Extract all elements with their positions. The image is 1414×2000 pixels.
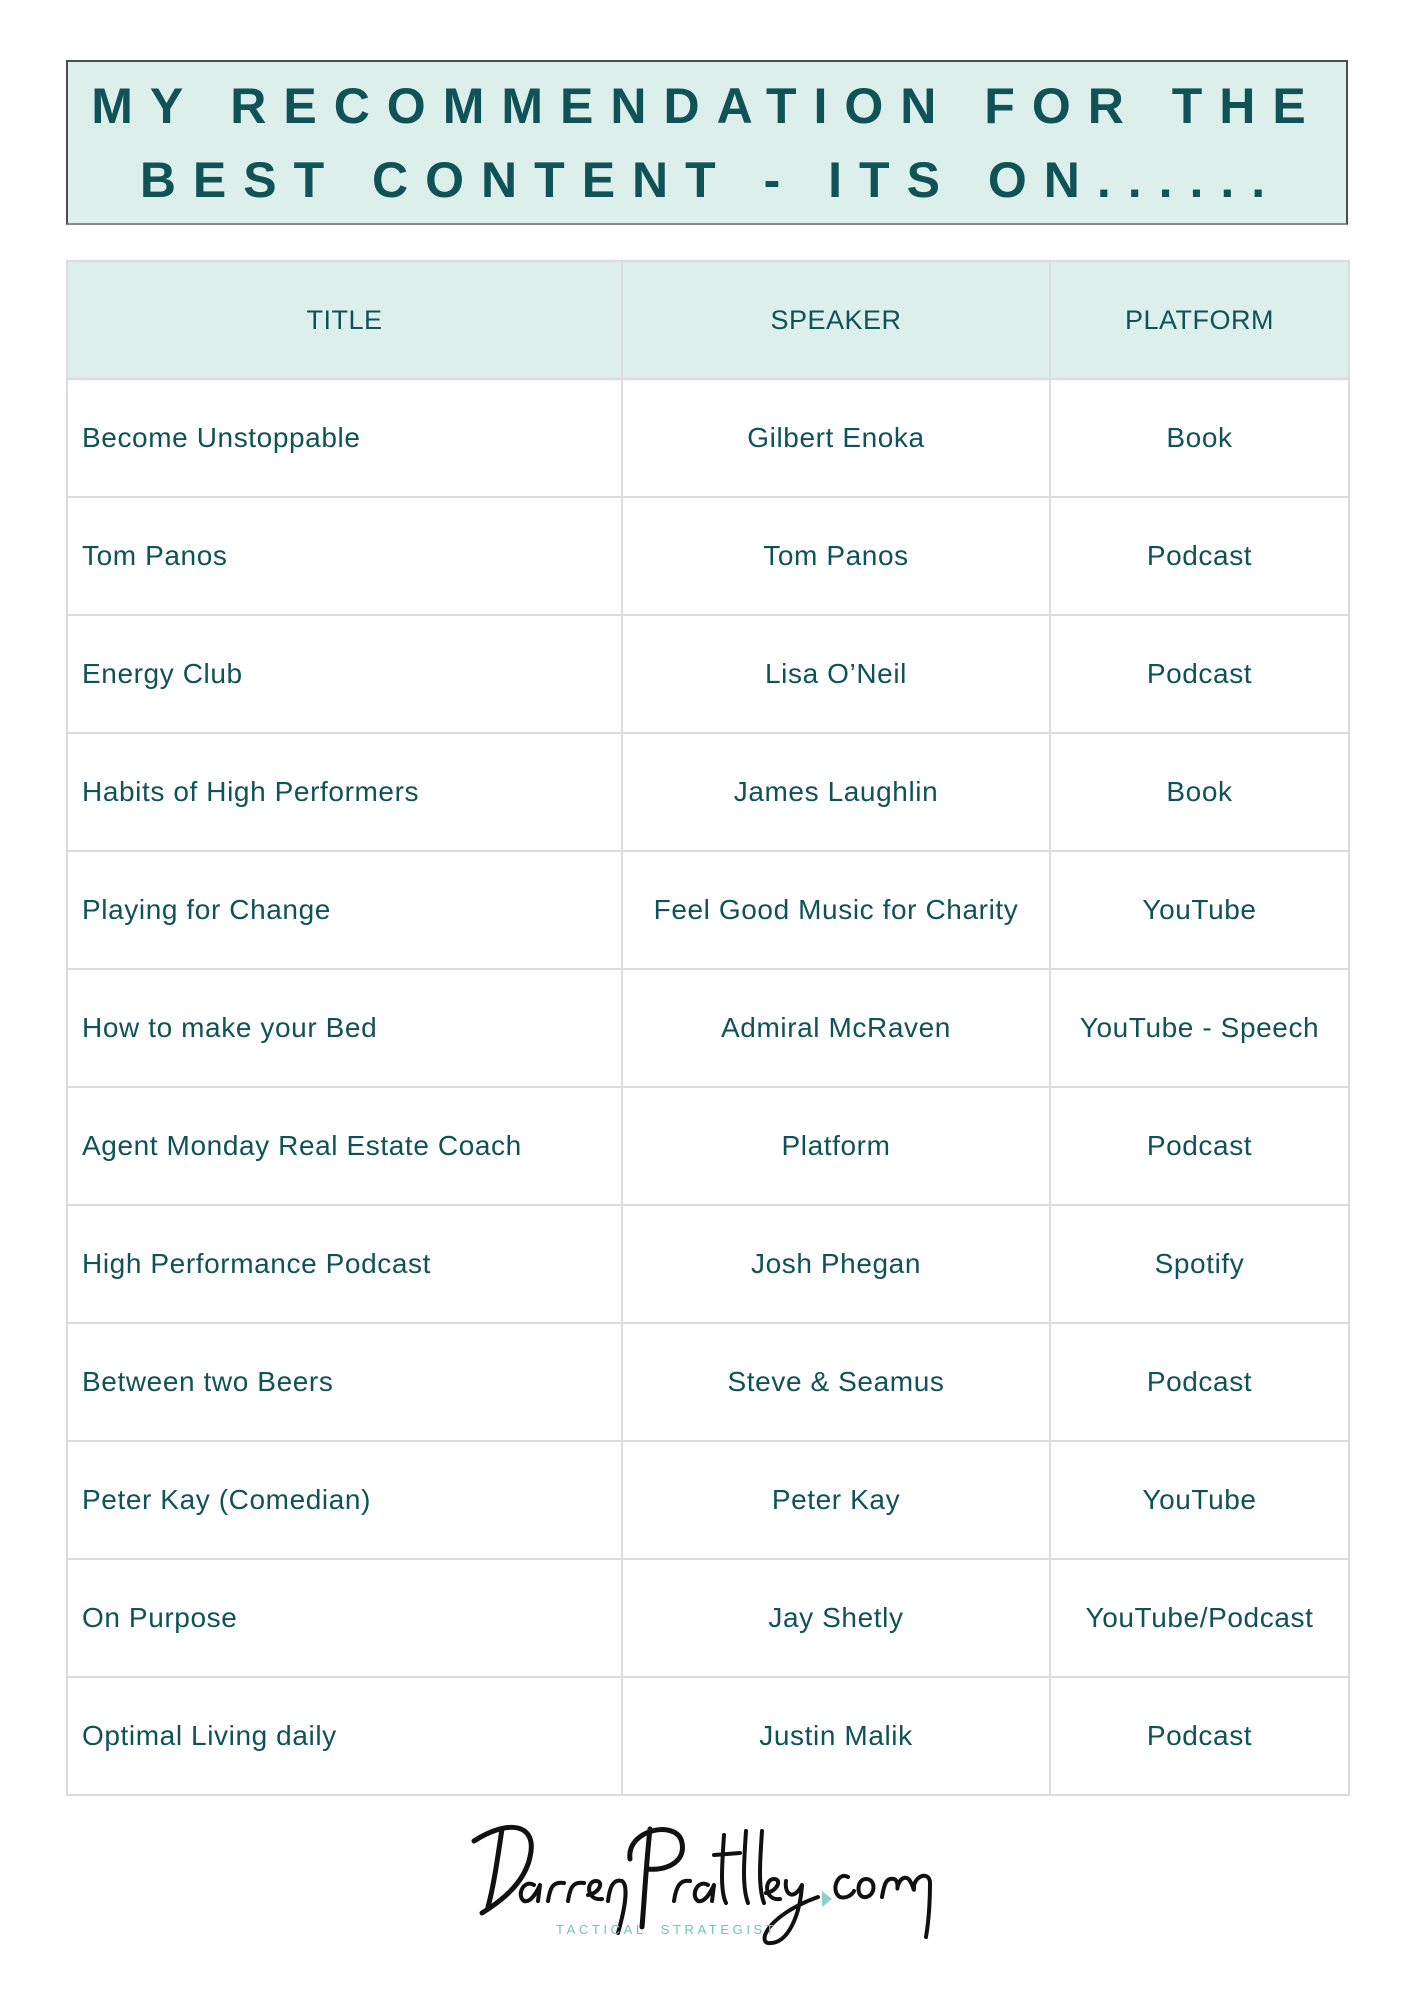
- page-title-box: [66, 60, 1348, 225]
- column-header-title: TITLE: [67, 261, 622, 379]
- table-row: [67, 1677, 1349, 1795]
- table-row: [67, 969, 1349, 1087]
- tagline-tactical: TACTICAL: [556, 1922, 647, 1937]
- cell-speaker: Steve & Seamus: [622, 1323, 1050, 1441]
- table-row: [67, 733, 1349, 851]
- table-row: [67, 1441, 1349, 1559]
- cell-platform: Podcast: [1050, 615, 1349, 733]
- table-row: [67, 615, 1349, 733]
- arrow-right-icon: [822, 1891, 832, 1907]
- darren-pratley-logo: [468, 1815, 948, 1965]
- table-row: [67, 497, 1349, 615]
- table-row: [67, 851, 1349, 969]
- logo-tagline: [556, 1922, 777, 1937]
- column-header-speaker: SPEAKER: [622, 261, 1050, 379]
- cell-title: Optimal Living daily: [67, 1677, 622, 1795]
- page-title-line-1: MY RECOMMENDATION FOR THE: [91, 78, 1323, 134]
- cell-platform: YouTube: [1050, 851, 1349, 969]
- cell-speaker: Justin Malik: [622, 1677, 1050, 1795]
- cell-title: Habits of High Performers: [67, 733, 622, 851]
- cell-title: Agent Monday Real Estate Coach: [67, 1087, 622, 1205]
- table-row: [67, 1559, 1349, 1677]
- table-row: [67, 1205, 1349, 1323]
- cell-platform: Podcast: [1050, 497, 1349, 615]
- cell-platform: YouTube/Podcast: [1050, 1559, 1349, 1677]
- cell-title: Peter Kay (Comedian): [67, 1441, 622, 1559]
- cell-speaker: Feel Good Music for Charity: [622, 851, 1050, 969]
- cell-platform: Book: [1050, 733, 1349, 851]
- cell-speaker: Tom Panos: [622, 497, 1050, 615]
- cell-title: Playing for Change: [67, 851, 622, 969]
- cell-title: Tom Panos: [67, 497, 622, 615]
- cell-speaker: Peter Kay: [622, 1441, 1050, 1559]
- cell-speaker: James Laughlin: [622, 733, 1050, 851]
- page-title-line-2: BEST CONTENT - ITS ON......: [139, 152, 1283, 208]
- cell-platform: Podcast: [1050, 1087, 1349, 1205]
- cell-platform: Book: [1050, 379, 1349, 497]
- signature-logo-icon: [468, 1815, 948, 1965]
- column-header-platform: PLATFORM: [1050, 261, 1349, 379]
- cell-title: Energy Club: [67, 615, 622, 733]
- table-row: [67, 379, 1349, 497]
- cell-platform: YouTube - Speech: [1050, 969, 1349, 1087]
- cell-speaker: Gilbert Enoka: [622, 379, 1050, 497]
- cell-platform: Spotify: [1050, 1205, 1349, 1323]
- table-row: [67, 1323, 1349, 1441]
- cell-speaker: Josh Phegan: [622, 1205, 1050, 1323]
- cell-title: High Performance Podcast: [67, 1205, 622, 1323]
- cell-title: Become Unstoppable: [67, 379, 622, 497]
- cell-platform: Podcast: [1050, 1323, 1349, 1441]
- cell-speaker: Lisa O’Neil: [622, 615, 1050, 733]
- cell-speaker: Platform: [622, 1087, 1050, 1205]
- cell-title: On Purpose: [67, 1559, 622, 1677]
- cell-speaker: Jay Shetly: [622, 1559, 1050, 1677]
- table-row: [67, 1087, 1349, 1205]
- cell-speaker: Admiral McRaven: [622, 969, 1050, 1087]
- recommendations-table: [66, 260, 1350, 1796]
- table-header-row: [67, 261, 1349, 379]
- cell-platform: YouTube: [1050, 1441, 1349, 1559]
- cell-platform: Podcast: [1050, 1677, 1349, 1795]
- cell-title: Between two Beers: [67, 1323, 622, 1441]
- tagline-strategist: STRATEGIST: [660, 1922, 778, 1937]
- cell-title: How to make your Bed: [67, 969, 622, 1087]
